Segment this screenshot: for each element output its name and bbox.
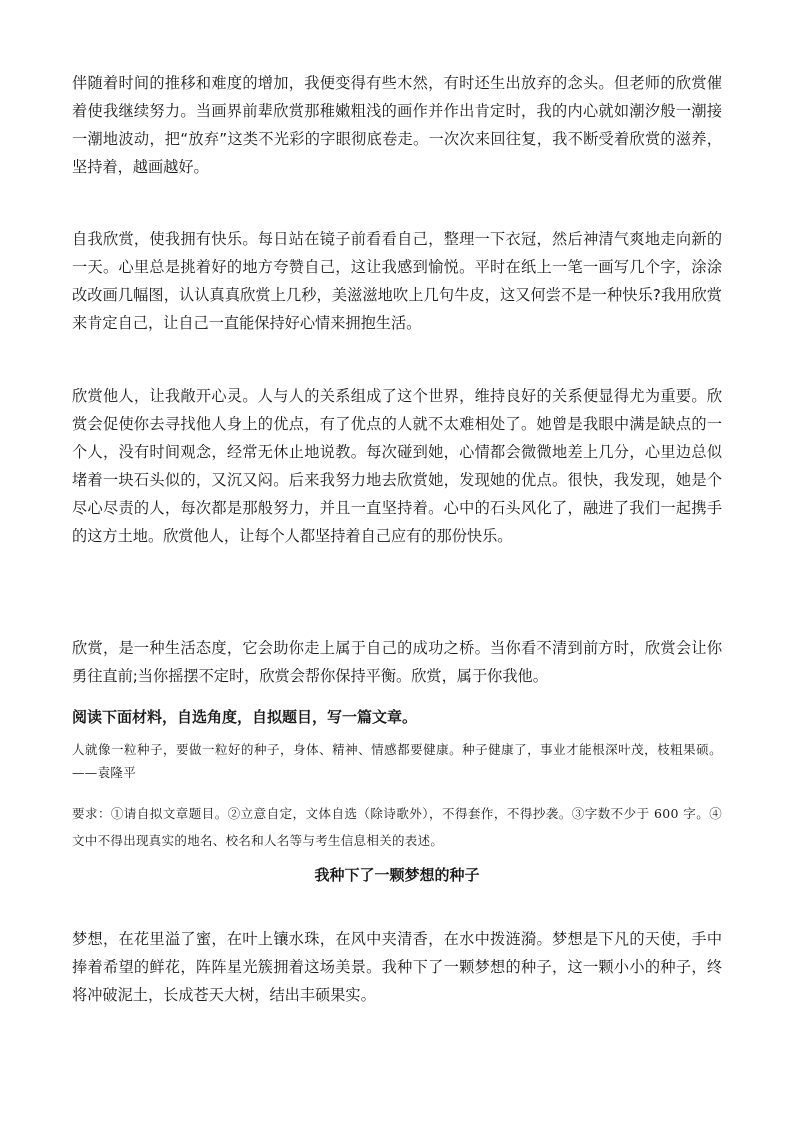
writing-prompt-material: 人就像一粒种子，要做一粒好的种子，身体、精神、情感都要健康。种子健康了，事业才能根深叶茂，枝粗果硕。——袁隆平 xyxy=(72,742,722,780)
essay-title: 我种下了一颗梦想的种子 xyxy=(314,866,480,884)
writing-prompt-requirements: 要求：①请自拟文章题目。②立意自定，文体自选（除诗歌外），不得套作，不得抄袭。③字数不少于 600 字。④文中不得出现真实的地名、校名和人名等与考生信息相关的表述。 xyxy=(72,806,722,848)
essay-paragraph-5: 梦想，在花里溢了蜜，在叶上镶水珠，在风中夹清香，在水中拨涟漪。梦想是下凡的天使，手中捧着希望的鲜花，阵阵星光簇拥着这场美景。我种下了一颗梦想的种子，这一颗小小的种子，终将冲破泥土，长成苍天大树，结出丰硕果实。 xyxy=(72,930,722,1004)
writing-prompt-instruction: 阅读下面材料，自选角度，自拟题目，写一篇文章。 xyxy=(72,708,418,726)
essay-paragraph-3: 欣赏他人，让我敞开心灵。人与人的关系组成了这个世界，维持良好的关系便显得尤为重要。欣赏会促使你去寻找他人身上的优点，有了优点的人就不太难相处了。她曾是我眼中满是缺点的一个人，没有时间观念，经常无休止地说教。每次碰到她，心情都会微微地差上几分，心里边总似堵着一块石头似的，又沉又闷。后来我努力地去欣赏她，发现她的优点。很快，我发现，她是个尽心尽责的人，每次都是那般努力，并且一直坚持着。心中的石头风化了，融进了我们一起携手的这方土地。欣赏他人，让每个人都坚持着自己应有的那份快乐。 xyxy=(72,387,722,545)
essay-paragraph-4: 欣赏，是一种生活态度，它会助你走上属于自己的成功之桥。当你看不清到前方时，欣赏会让你勇往直前;当你摇摆不定时，欣赏会帮你保持平衡。欣赏，属于你我他。 xyxy=(72,639,722,685)
essay-paragraph-1: 伴随着时间的推移和难度的增加，我便变得有些木然，有时还生出放弃的念头。但老师的欣赏催着使我继续努力。当画界前辈欣赏那稚嫩粗浅的画作并作出肯定时，我的内心就如潮汐般一潮接一潮地波动，把“放弃”这类不光彩的字眼彻底卷走。一次次来回往复，我不断受着欣赏的滋养，坚持着，越画越好。 xyxy=(72,74,722,176)
essay-paragraph-2: 自我欣赏，使我拥有快乐。每日站在镜子前看看自己，整理一下衣冠，然后神清气爽地走向新的一天。心里总是挑着好的地方夸赞自己，这让我感到愉悦。平时在纸上一笔一画写几个字，涂涂改改画几幅图，认认真真欣赏上几秒，美滋滋地吹上几句牛皮，这又何尝不是一种快乐?我用欣赏来肯定自己，让自己一直能保持好心情来拥抱生活。 xyxy=(72,230,722,332)
